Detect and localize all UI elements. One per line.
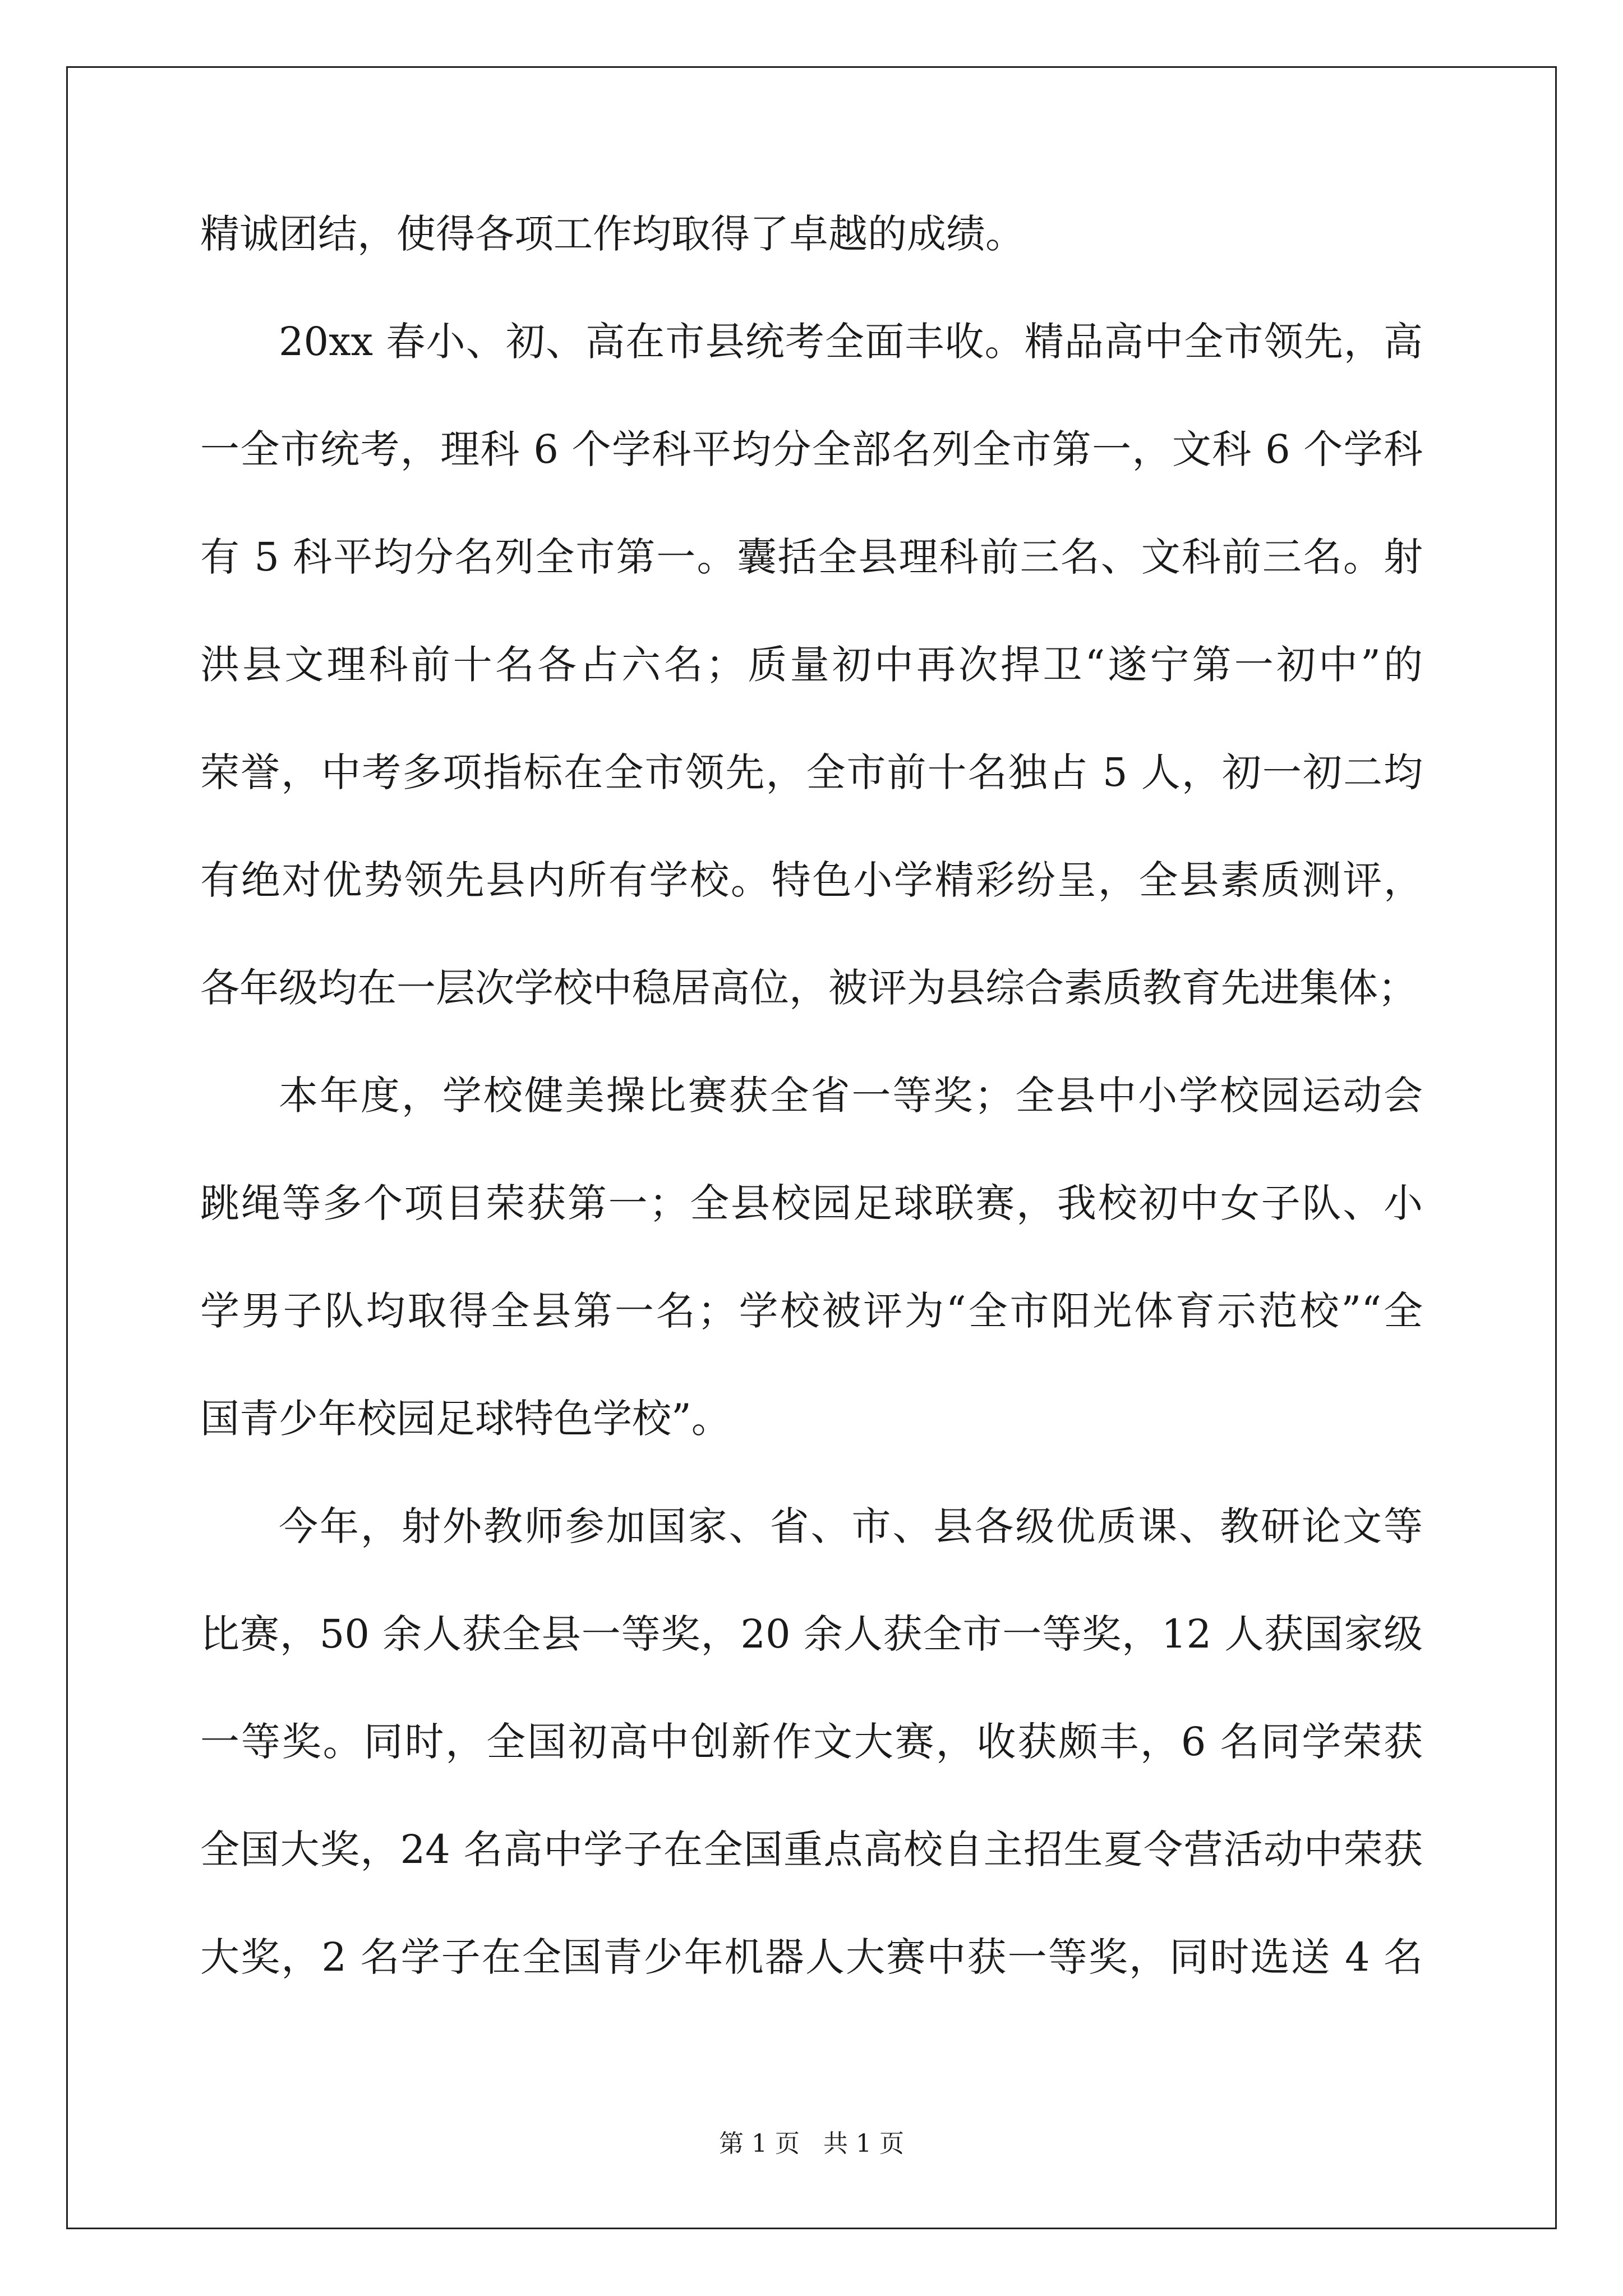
page-number-total: 共 1 页 <box>823 2129 904 2158</box>
text-line: 今年，射外教师参加国家、省、市、县各级优质课、教研论文等 <box>279 1503 1423 1549</box>
text-line: 全国大奖，24 名高中学子在全国重点高校自主招生夏令营活动中荣获 <box>200 1826 1423 1872</box>
text-line: 有绝对优势领先县内所有学校。特色小学精彩纷呈，全县素质测评， <box>200 857 1423 903</box>
text-line: 跳绳等多个项目荣获第一；全县校园足球联赛，我校初中女子队、小 <box>200 1180 1423 1226</box>
text-line: 荣誉，中考多项指标在全市领先，全市前十名独占 5 人，初一初二均 <box>200 749 1423 795</box>
text-line: 学男子队均取得全县第一名；学校被评为“全市阳光体育示范校”“全 <box>200 1288 1423 1334</box>
text-line: 一全市统考，理科 6 个学科平均分全部名列全市第一，文科 6 个学科 <box>200 426 1423 472</box>
page-number-current: 第 1 页 <box>719 2129 800 2158</box>
text-line: 一等奖。同时，全国初高中创新作文大赛，收获颇丰，6 名同学荣获 <box>200 1719 1423 1765</box>
text-line: 比赛，50 余人获全县一等奖，20 余人获全市一等奖，12 人获国家级 <box>200 1611 1423 1657</box>
text-line: 20xx 春小、初、高在市县统考全面丰收。精品高中全市领先，高 <box>279 319 1423 365</box>
text-line: 精诚团结，使得各项工作均取得了卓越的成绩。 <box>200 211 1025 257</box>
text-line: 各年级均在一层次学校中稳居高位，被评为县综合素质教育先进集体； <box>200 965 1417 1011</box>
text-line: 国青少年校园足球特色学校”。 <box>200 1396 731 1442</box>
text-line: 有 5 科平均分名列全市第一。囊括全县理科前三名、文科前三名。射 <box>200 534 1423 580</box>
text-line: 洪县文理科前十名各占六名；质量初中再次捍卫“遂宁第一初中”的 <box>200 642 1423 688</box>
text-line: 大奖，2 名学子在全国青少年机器人大赛中获一等奖，同时选送 4 名 <box>200 1934 1423 1980</box>
text-line: 本年度，学校健美操比赛获全省一等奖；全县中小学校园运动会 <box>279 1073 1423 1119</box>
document-body <box>200 211 1423 2045</box>
page-footer <box>0 2129 1623 2158</box>
